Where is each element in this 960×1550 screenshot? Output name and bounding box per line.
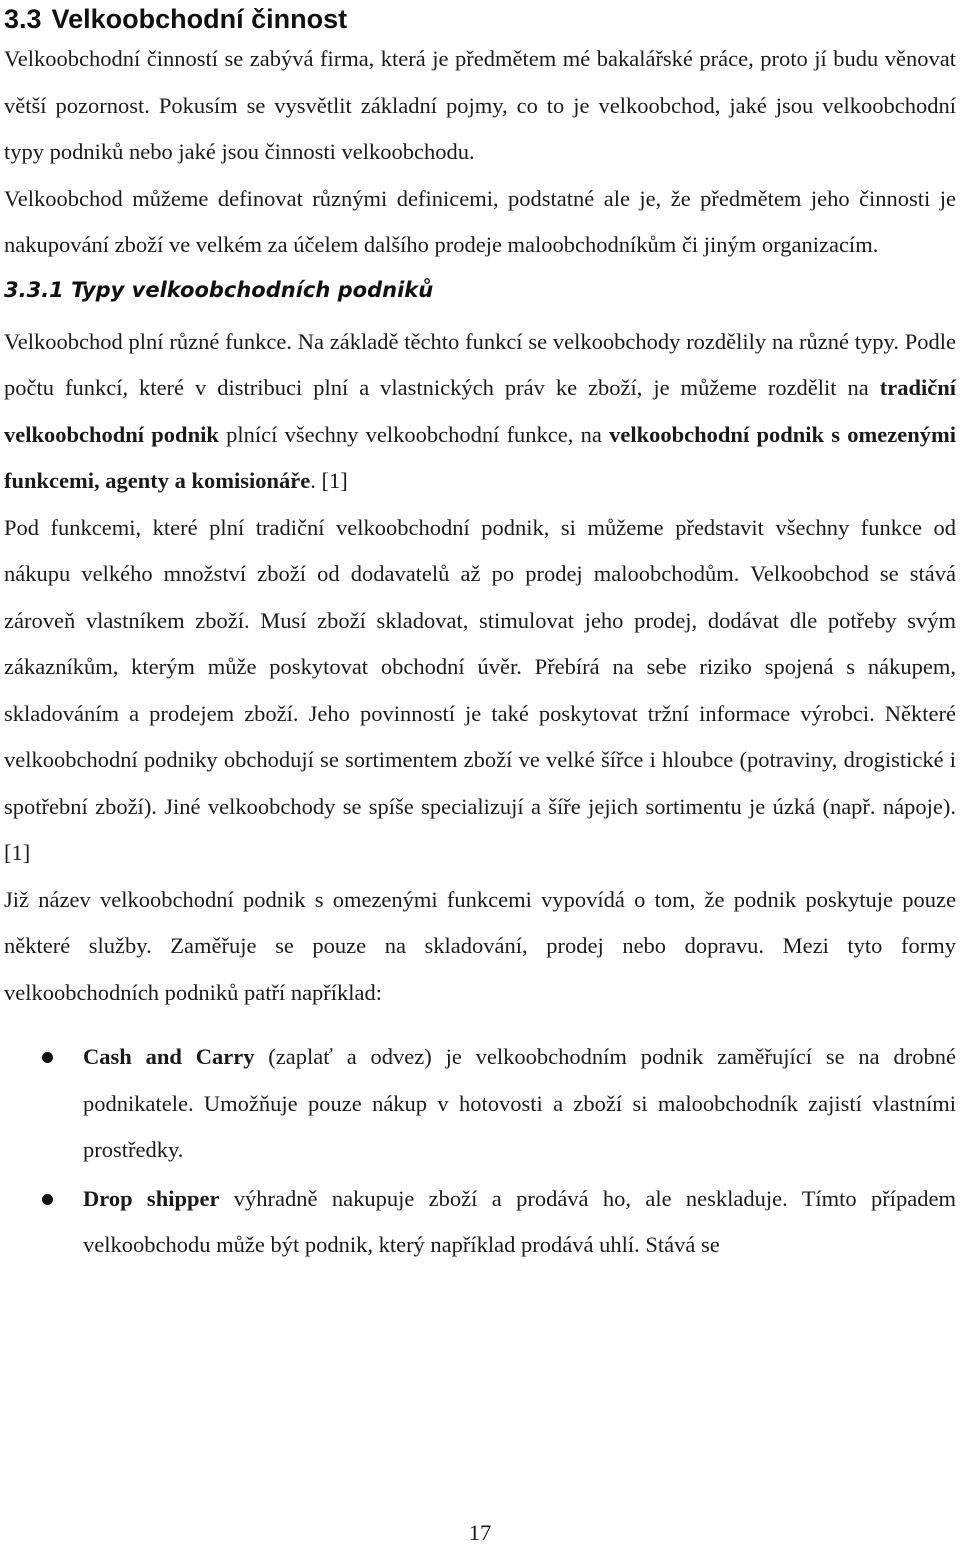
bullet-text: (zaplať a odvez) je velkoobchodním podnik zaměřující se na drobné podnikatele. Umožňuje pouze nákup v hotovosti a zboží si maloobchodník zajistí vlastními prostředky. bbox=[83, 1044, 956, 1162]
list-item bbox=[4, 1034, 956, 1174]
bold-term-limited: velkoobchodní podnik s omezenými funkcemi, agenty a komisionáře bbox=[4, 421, 956, 493]
section-number: 3.3 bbox=[4, 4, 42, 34]
section-heading bbox=[4, 0, 956, 36]
paragraph-traditional-functions: Pod funkcemi, které plní tradiční velkoobchodní podnik, si můžeme představit všechny funkce od nákupu velkého množství zboží od dodavatelů až po prodej maloobchodům. Velkoobchod se stává zároveň vlastníkem zboží. Musí zboží skladovat, stimulovat jeho prodej, dodávat dle potřeby svým zákazníkům, kterým může poskytovat obchodní úvěr. Přebírá na sebe riziko spojená s nákupem, skladováním a prodejem zboží. Jeho povinností je také poskytovat tržní informace výrobci. Některé velkoobchodní podniky obchodují se sortimentem zboží ve velké šířce i hloubce (potraviny, drogistické i spotřební zboží). Jiné velkoobchody se spíše specializují a šíře jejich sortimentu je úzká (např. nápoje). [1] bbox=[4, 514, 956, 865]
paragraph-definition: Velkoobchod můžeme definovat různými definicemi, podstatné ale je, že předmětem jeho činnosti je nakupování zboží ve velkém za účelem dalšího prodeje maloobchodníkům či jiným organizacím. bbox=[4, 185, 956, 257]
paragraph-types-text-2: plnící všechny velkoobchodní funkce, na bbox=[218, 421, 610, 447]
document-page bbox=[4, 0, 956, 1271]
bullet-icon bbox=[42, 1194, 53, 1205]
bullet-term: Drop shipper bbox=[83, 1185, 220, 1211]
bullet-list bbox=[4, 1034, 956, 1269]
subsection-heading bbox=[4, 275, 956, 305]
paragraph-types-text-3: . [1] bbox=[310, 468, 348, 493]
paragraph-types bbox=[4, 319, 956, 505]
paragraph-types-text-1: Velkoobchod plní různé funkce. Na základě těchto funkcí se velkoobchody rozdělily na různé typy. Podle počtu funkcí, které v distribuci plní a vlastnických práv ke zboží, je můžeme rozdělit na bbox=[4, 328, 956, 400]
subsection-title: Typy velkoobchodních podniků bbox=[71, 277, 434, 302]
section-title: Velkoobchodní činnost bbox=[51, 4, 348, 34]
page-number: 17 bbox=[468, 1520, 492, 1545]
list-item bbox=[4, 1176, 956, 1269]
subsection-heading-wrap bbox=[4, 275, 956, 319]
bold-term-traditional: tradiční velkoobchodní podnik bbox=[4, 375, 956, 447]
bullet-icon bbox=[42, 1052, 53, 1063]
bullet-term: Cash and Carry bbox=[83, 1044, 255, 1069]
paragraph-intro: Velkoobchodní činností se zabývá firma, která je předmětem mé bakalářské práce, proto jí budu věnovat větší pozornost. Pokusím se vysvětlit základní pojmy, co to je velkoobchod, jaké jsou velkoobchodní typy podniků nebo jaké jsou činnosti velkoobchodu. bbox=[4, 46, 956, 164]
paragraph-limited-functions: Již název velkoobchodní podnik s omezenými funkcemi vypovídá o tom, že podnik poskytuje pouze některé služby. Zaměřuje se pouze na skladování, prodej nebo dopravu. Mezi tyto formy velkoobchodních podniků patří například: bbox=[4, 886, 956, 1005]
subsection-number: 3.3.1 bbox=[4, 277, 64, 302]
bullet-text: výhradně nakupuje zboží a prodává ho, ale neskladuje. Tímto případem velkoobchodu může být podnik, který například prodává uhlí. Stává se bbox=[83, 1185, 956, 1257]
